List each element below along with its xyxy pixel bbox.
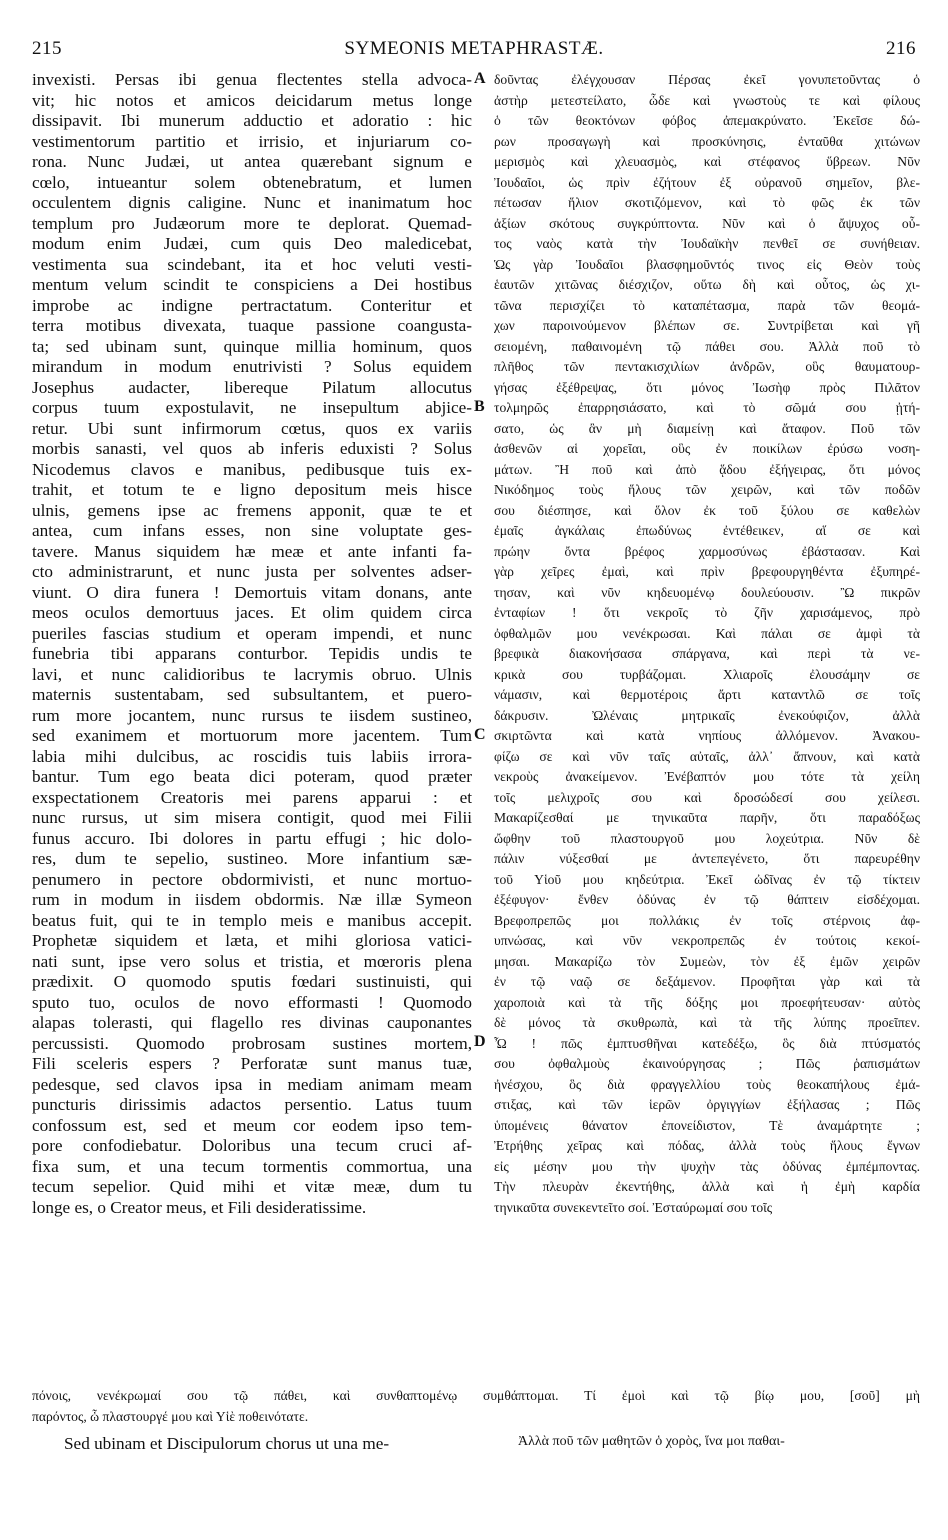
greek-line: ὁ τῶν θεοκτόνων φόβος ἀπεμακρύνατο. Ἐκεῖσε δώ- [494, 113, 920, 128]
greek-line: Ὦ ! πῶς ἐμπτυσθῆναι κατεδέξω, ὃς διὰ πτύσματός [494, 1035, 920, 1051]
footnote-line: παρόντος, ὦ πλαστουργέ μου καὶ Υἱὲ ποθεινότατε. [32, 1408, 309, 1424]
latin-line: vit; hic notos et amicos deicidarum metus longe [32, 90, 472, 110]
latin-line: exspectationem Creatoris mei parens apparui : et [32, 787, 472, 807]
greek-line: πάλιν νύξεσθαί με ἀντεπεγένετο, ὅτι παρευρέθην [494, 851, 920, 866]
latin-line: nunc rursus, ut sim misera contigit, quod mei Filii [32, 808, 472, 827]
latin-line: pedesque, sed clavos ipsa in mediam animam meam [32, 1074, 472, 1094]
latin-line: trahit, et totum te e ligno depositum meis hisce [32, 480, 472, 499]
latin-line: rum in modum in iisdem obdormis. Næ illæ Symeon [32, 890, 472, 909]
page-number-left: 215 [32, 38, 62, 59]
footnote-line: πόνοις, νενέκρωμαί σου τῷ πάθει, καὶ συνθαπτομένῳ συμθάπτομαι. Τί ἐμοὶ καὶ τῷ βίῳ μου, [σοῦ] μὴ [32, 1388, 920, 1403]
latin-line: rona. Nunc Judæi, ut antea quærebant signum e [32, 152, 472, 171]
greek-line: σκιρτῶντα καὶ κατὰ νηπίους ἀλλόμενον. Ἀνακου- [494, 728, 920, 743]
greek-line: τολμηρῶς ἐπαρρησιάσατο, καὶ τὸ σῶμά σου ᾐτή- [494, 400, 920, 415]
page-header [32, 38, 916, 68]
greek-line: τησαν, καὶ νῦν κηδευομένῳ δουλεύουσιν. Ὢ πικρῶν [494, 584, 920, 600]
greek-line: ὀφθαλμῶν μου νενέκρωσαι. Καὶ πάλαι σε ἀμφὶ τὰ [494, 625, 920, 641]
latin-line: Prophetæ siquidem et læta, et mihi gloriosa vatici- [32, 931, 472, 950]
greek-line: Νικόδημος τοὺς ἥλους τῶν χειρῶν, καὶ τῶν ποδῶν [494, 482, 920, 497]
latin-line: templum pro Judæorum more te deplorat. Quemad- [32, 213, 472, 233]
greek-line: ὑπομένεις θάνατον ἐπονείδιστον, Τὲ ἀναμάρτητε ; [494, 1117, 920, 1133]
latin-line: sed exanimem et mortuorum more jacentem. Tum [32, 726, 472, 745]
latin-line: antea, cum infans esses, non sine voluptate ges- [32, 521, 472, 540]
greek-line: ἀσθενῶν αἱ χορεῖαι, οὓς ἐν ποικίλων ἐρύσω νοση- [494, 441, 920, 456]
greek-line: ἐν τῷ ναῷ σε δεξάμενον. Προφῆται γὰρ καὶ τὰ [494, 974, 920, 989]
greek-line: νεκροὺς ἀνακείμενον. Ἐνέβαπτόν μου τότε τὰ χείλη [494, 769, 920, 784]
latin-line: funebria tibi apparans conturbor. Tepidis undis te [32, 644, 472, 663]
latin-line: morbis sanasti, vel quos ab inferis eduxisti ? Solus [32, 439, 472, 458]
section-marker-d: D [474, 1033, 486, 1050]
latin-line: alapas tolerasti, qui flagello res divinas cauponantes [32, 1013, 472, 1032]
latin-line: beatus fuit, qui te in templo meis e manibus accepit. [32, 910, 472, 930]
greek-line: φίζω σε καὶ νῦν ταῖς αὐταῖς, ἀλλ᾽ ἄπνουν, καὶ κατὰ [494, 748, 920, 764]
greek-line: μερισμὸς καὶ χλευασμὸς, καὶ στέφανος ὕβρεων. Νῦν [494, 154, 920, 169]
latin-line: tecum sepelior. Quid mihi et vitæ meæ, dum tu [32, 1177, 472, 1196]
greek-line: εἰς μέσην μου τὴν ψυχὴν τὰς ὀδύνας ἐμπέμποντας. [494, 1158, 920, 1174]
greek-column [494, 70, 920, 1218]
latin-line: vestimenta sua scindebant, ita et hoc veluti vesti- [32, 254, 472, 274]
latin-line: modum enim Judæi, cum quis Deo maledicebat, [32, 234, 472, 253]
greek-line: σατο, ὡς ἂν μὴ διαμείνῃ καὶ ἄταφον. Ποῦ τῶν [494, 420, 920, 436]
latin-line: puncturis dirissimis adactos persentio. Latus tuum [32, 1095, 472, 1114]
greek-line: Μακαρίζεσθαί με τηνικαῦτα παρῆν, ὅτι παραδόξως [494, 810, 920, 825]
running-title: SYMEONIS METAPHRASTÆ. [344, 38, 604, 59]
greek-line: Ὡς γὰρ Ἰουδαῖοι βλασφημοῦντός τινος εἰς Θεὸν τοὺς [494, 256, 920, 272]
latin-line: labia mihi dulcibus, ac roscidis tuis labiis irrora- [32, 746, 472, 766]
latin-line: vestimentorum partitio et irrisio, et injuriarum co- [32, 131, 472, 151]
latin-line: Josephus audacter, libereque Pilatum allocutus [32, 377, 472, 397]
greek-line: τος ναὸς κατὰ τὴν Ἰουδαϊκὴν πενθεῖ σε συνήθειαν. [494, 236, 920, 251]
greek-line: ἐνταφίων ! ὅτι νεκροῖς τὸ ζῆν χαρισάμενος, πρὸ [494, 605, 920, 620]
greek-line: δοῦντας ἐλέγχουσαν Πέρσας ἐκεῖ γονυπετοῦντας ὁ [494, 72, 920, 87]
latin-line: ta; sed ubinam sunt, quinque millia hominum, quos [32, 336, 472, 356]
latin-line: corpus tuum expostulavit, ne insepultum abjice- [32, 398, 472, 417]
section-marker-c: C [474, 726, 486, 743]
latin-line: dissipavit. Ibi munerum adductio et adoratio : hic [32, 111, 472, 130]
latin-line: sputo tuo, oculos de novo efformasti ! Quomodo [32, 992, 472, 1012]
latin-line: rum more jocantem, nunc rursus te iisdem sustineo, [32, 705, 472, 725]
latin-line: bantur. Tum ego beata dici poteram, quod præter [32, 767, 472, 786]
greek-continuation: Ἀλλὰ ποῦ τῶν μαθητῶν ὁ χορὸς, ἵνα μοι παθαι- [518, 1434, 785, 1449]
latin-line: res, dum te sepelio, sustineo. More infantium sæ- [32, 849, 472, 868]
latin-line: maternis sustentabam, sed subsultantem, et puero- [32, 685, 472, 704]
latin-line: penumero in pectore obdormivisti, et nunc mortuo- [32, 869, 472, 889]
greek-line: χων παροινούμενον βλέπων σε. Συντρίβεται καὶ γῆ [494, 318, 920, 333]
greek-line: κρικὰ σου τυρβάζομαι. Χλιαροῖς ἐλουσάμην σε [494, 666, 920, 682]
greek-line: χαροποιὰ καὶ τὰ τῆς δόξης μοι προεφήτευσαν· αὐτὸς [494, 994, 920, 1010]
greek-line: ἀξίων σκότους συγκρύπτοντα. Νῦν καὶ ὁ ἄψυχος οὗ- [494, 215, 920, 231]
greek-line: δάκρυσιν. Ὠλέναις μητρικαῖς ἐνεκούφιζον, ἀλλὰ [494, 707, 920, 723]
latin-line: viunt. O dira funera ! Demortuis vitam donans, ante [32, 582, 472, 602]
latin-line: pore confodiebatur. Doloribus una tecum cruci af- [32, 1136, 472, 1155]
greek-line: ὤφθην τοῦ πλαστουργοῦ μου λοχεύτρια. Νῦν δὲ [494, 830, 920, 846]
greek-line: τοῖς μελιχροῖς σου καὶ δροσώδεσί σου χείλεσι. [494, 789, 920, 805]
latin-line: percussisti. Quomodo probrosam sustines mortem, [32, 1033, 472, 1053]
greek-line: σου ὀφθαλμοὺς ἐκαινούργησας ; Πῶς ῥαπισμάτων [494, 1056, 920, 1071]
greek-line: νάμασιν, καὶ θερμοτέροις ἄρτι καταντλῶ σε τοῖς [494, 687, 920, 702]
latin-line: cœlo, intueantur solem obtenebratum, et lumen [32, 172, 472, 192]
latin-line: fixa sum, et una tecum tormentis commortua, una [32, 1156, 472, 1176]
latin-line: confossum est, sed et meum cor eodem ipso tem- [32, 1115, 472, 1135]
greek-line: στιξας, καὶ τῶν ἱερῶν ὀργιγγίων ἐξήλασας ; Πῶς [494, 1097, 920, 1112]
latin-column [32, 70, 472, 1218]
latin-line: tavere. Manus siquidem hæ meæ et ante infanti fa- [32, 541, 472, 561]
latin-line: lavi, et nunc calidioribus te lacrymis obruo. Ulnis [32, 664, 472, 684]
latin-line: cto administrarunt, et nunc justa per solventes adser- [32, 562, 472, 581]
latin-line: nati sunt, ipse vero solus et tristia, et mœroris plena [32, 951, 472, 971]
greek-line: ἐξέφυγον· ἔνθεν ὀδύνας ἐν τῷ θάπτειν εἰσδέχομαι. [494, 892, 920, 907]
greek-line: Ἐτρήθης χεῖρας καὶ πόδας, ἀλλὰ τοὺς ἥλους ἔγνων [494, 1138, 920, 1153]
latin-continuation: Sed ubinam et Discipulorum chorus ut una me- [64, 1434, 390, 1453]
latin-line: mentum velum scindit te conspiciens a Dei hostibus [32, 275, 472, 294]
latin-line: Fili sceleris espers ? Perforatæ sunt manus tuæ, [32, 1054, 472, 1073]
latin-line: terra motibus divexata, tuaque passione coangusta- [32, 316, 472, 335]
latin-line: retur. Ubi sunt infirmorum cœtus, quos ex variis [32, 418, 472, 438]
latin-line: improbe ac indigne pertractatum. Conteritur et [32, 295, 472, 315]
latin-line: prædixit. O quomodo sputis fœdari sustinuisti, qui [32, 972, 472, 991]
greek-line: δὲ μόνος τὰ σκυθρωπὰ, καὶ τὰ τῆς λύπης προεῖπεν. [494, 1015, 920, 1030]
greek-line: σου διέσπησε, καὶ ὅλον ἐκ τοῦ ξύλου σε καθελὼν [494, 502, 920, 518]
greek-line: ἀστὴρ μετεστείλατο, ὧδε καὶ γνωστοὺς τε καὶ φίλους [494, 92, 920, 108]
greek-line: ἑαυτῶν χιτῶνας διέσχιζον, οὕτω δὴ καὶ οὗτος, ὡς χι- [494, 277, 920, 292]
greek-line: σειομένη, παθαινομένη τῷ πάθει σου. Ἀλλὰ ποῦ τὸ [494, 338, 920, 354]
greek-line: μησαι. Μακαρίζω τὸν Συμεὼν, τὸν ἐξ ἐμῶν χειρῶν [494, 953, 920, 969]
greek-line: γὰρ χεῖρες ἐμαὶ, καὶ πρὶν βρεφουργηθέντα ἐξυπηρέ- [494, 564, 920, 579]
greek-line: ρων προσαγωγὴ καὶ προσκύνησις, ἐνταῦθα χιτώνων [494, 133, 920, 149]
greek-line: Ἰουδαῖοι, ὡς πρὶν ἐζήτουν ἐξ οὐρανοῦ σημεῖον, βλε- [494, 174, 920, 190]
section-marker-b: B [474, 398, 485, 415]
greek-line: πρώην ὄντα βρέφος χαρμοσύνως ἐβάστασαν. Καὶ [494, 543, 920, 559]
greek-line: μάτων. Ἢ ποῦ καὶ ἀπὸ ᾅδου ἐξήγειρας, ὅτι μόνος [494, 461, 920, 477]
latin-line: longe es, o Creator meus, et Fili desideratissime. [32, 1197, 367, 1217]
greek-line: βρεφικὰ διακονήσασα σπάργανα, καὶ περὶ τὰ νε- [494, 646, 920, 661]
latin-line: mirandum in modum enutrivisti ? Solus equidem [32, 357, 472, 376]
greek-line: τηνικαῦτα συνεκεντεῖτο σοί. Ἐσταύρωμαί σου τοῖς [494, 1199, 773, 1215]
latin-line: Nicodemus clavos e manibus, pedibusque tuis ex- [32, 459, 472, 479]
greek-line: τοῦ Υἱοῦ μου κηδεύτρια. Ἐκεῖ ὠδῖνας ἐν τῷ τίκτειν [494, 871, 920, 887]
latin-line: meos oculos demortuus jaces. Et olim quidem circa [32, 603, 472, 622]
greek-line: Τὴν πλευρὰν ἐκεντήθης, ἀλλὰ καὶ ἡ ἐμὴ καρδία [494, 1179, 920, 1194]
section-marker-a: A [474, 70, 486, 87]
greek-line: ἠνέσχου, ὃς διὰ φραγγελλίου τοὺς θεοκαπήλους ἐμά- [494, 1076, 920, 1092]
latin-line: funus accuro. Ibi dolores in partu effugi ; hic dolo- [32, 828, 472, 848]
greek-line: ἐμαῖς ἀγκάλαις ἐπωδύνως ἐντέθεικεν, αἵ σε καὶ [494, 523, 920, 538]
latin-line: occulentem dignis caligine. Nunc et inanimatum hoc [32, 193, 472, 212]
greek-line: τῶνα περισχίζει τὸ καταπέτασμα, παρὰ τῶν θεομά- [494, 297, 920, 313]
page-number-right: 216 [886, 38, 916, 59]
greek-line: πλῆθος τῶν πεντακισχιλίων ἀνδρῶν, οὓς θαυματουρ- [494, 359, 920, 374]
greek-footnote [32, 1386, 920, 1427]
greek-line: γήσας ἐξέθρεψας, ὅτι μόνος Ἰωσὴφ πρὸς Πιλᾶτον [494, 379, 920, 395]
latin-line: invexisti. Persas ibi genua flectentes stella advoca- [32, 70, 472, 89]
greek-line: Βρεφοπρεπῶς μοι πολλάκις ἐν τοῖς στέρνοις ἀφ- [494, 912, 920, 928]
greek-line: πέτωσαν ἥλιον σκοτιζόμενον, καὶ τὸ φῶς ἐκ τῶν [494, 195, 920, 210]
latin-line: pueriles fascias studium et operam impendi, et nunc [32, 623, 472, 643]
greek-line: υπνώσας, καὶ νῦν νεκροπρεπῶς ἐν τούτοις κεκοί- [494, 933, 920, 948]
latin-line: ulnis, gemens ipse ac fremens apponit, quæ te et [32, 500, 472, 520]
